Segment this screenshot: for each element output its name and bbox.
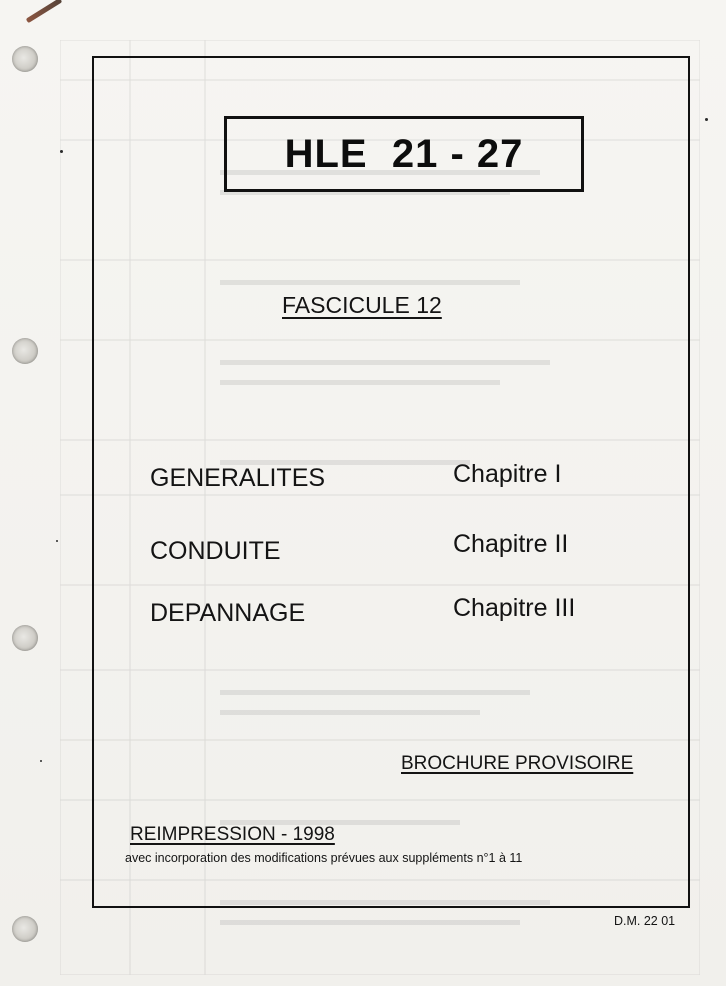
section-label-conduite: CONDUITE xyxy=(150,537,281,565)
modifications-note: avec incorporation des modifications prévues aux suppléments n°1 à 11 xyxy=(125,851,523,865)
punch-hole xyxy=(12,625,38,651)
punch-hole xyxy=(12,46,38,72)
document-title: HLE 21 - 27 xyxy=(284,131,524,176)
document-reference: D.M. 22 01 xyxy=(614,914,676,928)
section-label-depannage: DEPANNAGE xyxy=(150,599,306,627)
fascicule-heading: FASCICULE 12 xyxy=(282,292,442,318)
chapter-number-3: Chapitre III xyxy=(453,594,576,622)
ink-speck xyxy=(705,118,708,121)
chapter-number-1: Chapitre I xyxy=(453,460,562,488)
ink-speck xyxy=(60,150,63,153)
section-label-generalites: GENERALITES xyxy=(150,464,326,492)
ink-speck xyxy=(56,540,58,542)
punch-hole xyxy=(12,338,38,364)
reprint-heading: REIMPRESSION - 1998 xyxy=(130,824,335,845)
chapter-number-2: Chapitre II xyxy=(453,530,569,558)
punch-hole xyxy=(12,916,38,942)
ink-speck xyxy=(40,760,42,762)
brochure-status: BROCHURE PROVISOIRE xyxy=(401,753,634,774)
title-box xyxy=(224,116,584,192)
